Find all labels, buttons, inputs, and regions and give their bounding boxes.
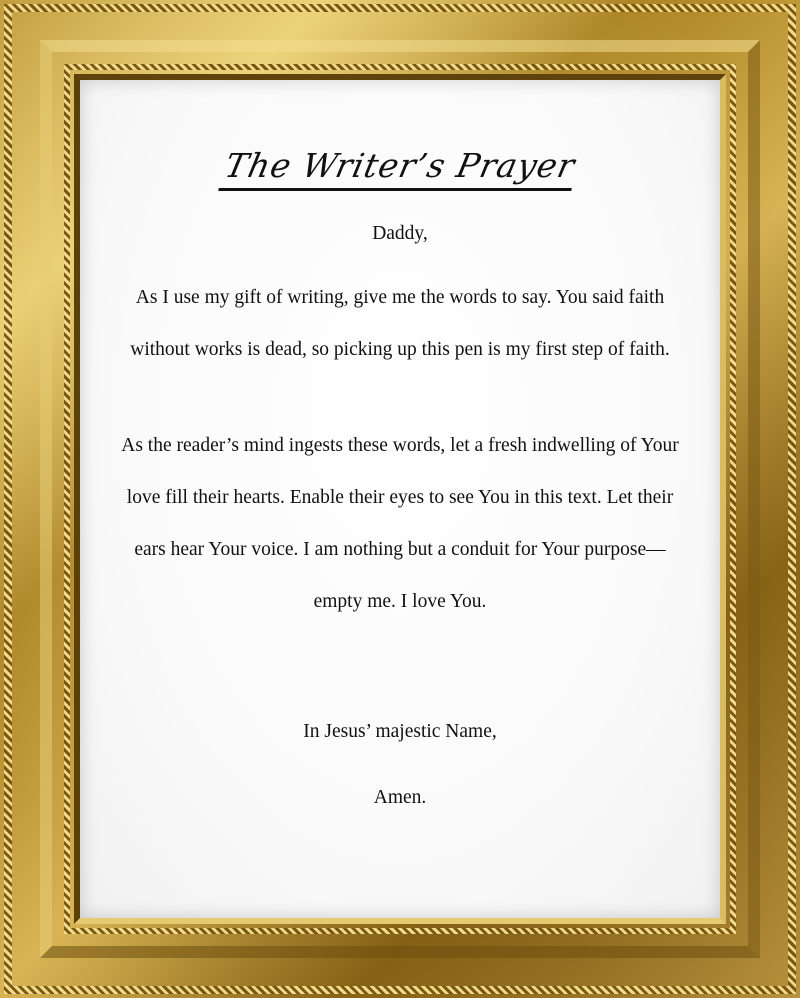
prayer-paragraph-2: As the reader’s mind ingests these words, let a fresh indwelling of Your love fill their hearts. Enable their eyes to see You in this text. Let their ears hear Your voice. I am nothing but a conduit for Your purpose—empty me. I love You. — [121, 435, 679, 612]
prayer-signoff: Amen. — [373, 787, 427, 808]
prayer-title-text: The Writer’s Prayer — [219, 146, 582, 191]
prayer-paper — [80, 80, 720, 918]
prayer-paragraph-1: As I use my gift of writing, give me the words to say. You said faith without works is dead, so picking up this pen is my first step of faith. — [130, 287, 670, 360]
prayer-closing: In Jesus’ majestic Name, — [303, 721, 497, 742]
prayer-title — [80, 146, 720, 191]
prayer-greeting: Daddy, — [372, 223, 428, 244]
